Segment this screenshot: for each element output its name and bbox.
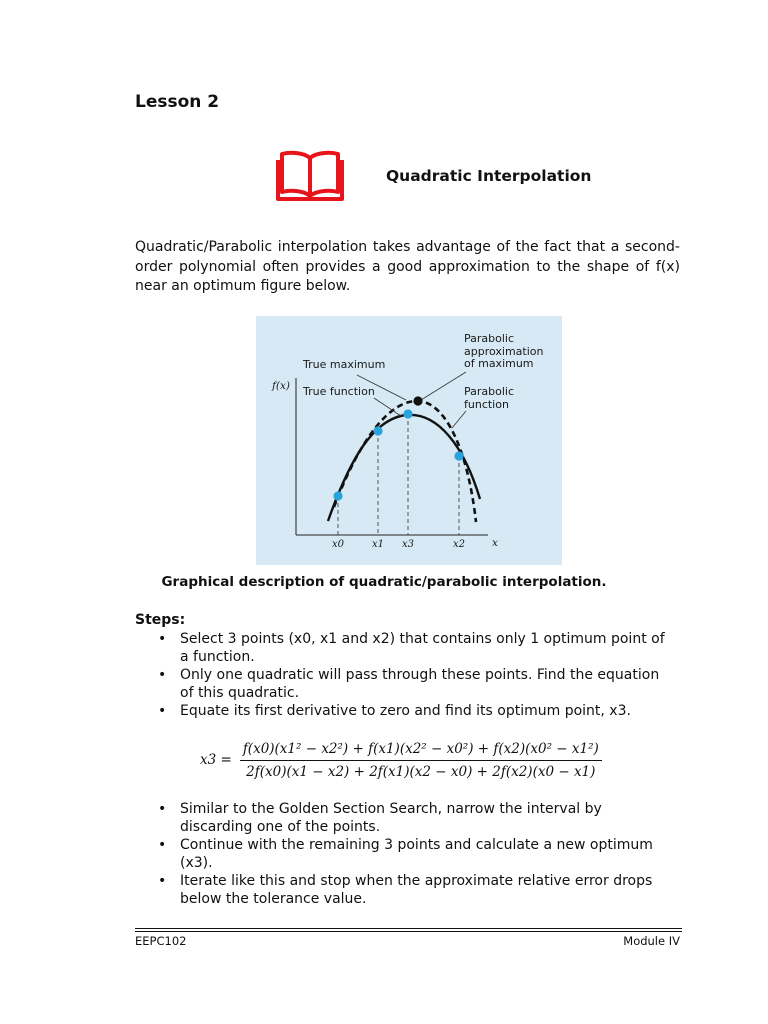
list-item: • Continue with the remaining 3 points and calculate a new optimum (x3).: [158, 837, 653, 871]
steps-heading: Steps:: [135, 612, 186, 628]
point-x0: [333, 491, 342, 500]
footer-course-code: EEPC102: [135, 934, 187, 948]
point-x2: [454, 451, 463, 460]
point-x3: [403, 409, 412, 418]
equation-fraction: [240, 741, 602, 780]
bullet: •: [158, 837, 167, 853]
equation-numerator: f(x0)(x1² − x2²) + f(x1)(x2² − x0²) + f(x2)(x0² − x1²): [240, 741, 602, 761]
footer-module: Module IV: [623, 934, 680, 948]
x3-equation: [200, 737, 602, 783]
intro-paragraph: Quadratic/Parabolic interpolation takes advantage of the fact that a second-order polynomial often provides a good approximation to the shape of f(x) near an optimum figure below.: [135, 239, 680, 294]
figure-caption: Graphical description of quadratic/parabolic interpolation.: [161, 574, 607, 590]
label-x0: x0: [332, 539, 345, 550]
label-parabolic-function: Parabolic function: [464, 385, 515, 411]
book-icon: [276, 150, 344, 202]
list-item: • Select 3 points (x0, x1 and x2) that contains only 1 optimum point of a function.: [158, 631, 665, 665]
bullet: •: [158, 873, 167, 889]
footer-divider: [135, 928, 682, 929]
parabolic-curve: [334, 401, 476, 522]
label-x2: x2: [453, 539, 466, 550]
label-x3: x3: [402, 539, 415, 550]
equation-lhs: x3 =: [200, 752, 232, 768]
parabolic-approx-pointer: [421, 372, 466, 400]
label-parabolic-approx: Parabolic approximation of maximum: [464, 332, 544, 370]
label-true-function: True function: [303, 385, 375, 398]
list-item: • Only one quadratic will pass through these points. Find the equation of this quadratic.: [158, 667, 660, 701]
label-y-axis: f(x): [272, 380, 291, 392]
list-item: • Iterate like this and stop when the approximate relative error drops below the tolerance value.: [158, 873, 653, 907]
parabolic-max-point: [413, 396, 422, 405]
bullet: •: [158, 703, 167, 719]
interpolation-figure: [256, 316, 562, 565]
bullet: •: [158, 667, 167, 683]
label-x1: x1: [372, 539, 385, 550]
list-item: • Similar to the Golden Section Search, narrow the interval by discarding one of the points.: [158, 801, 602, 835]
label-x-axis: x: [492, 537, 498, 549]
section-title: Quadratic Interpolation: [386, 167, 592, 185]
footer-divider-secondary: [135, 931, 682, 932]
point-x1: [373, 426, 382, 435]
parabolic-function-pointer: [452, 411, 466, 428]
equation-denominator: 2f(x0)(x1 − x2) + 2f(x1)(x2 − x0) + 2f(x2)(x0 − x1): [246, 763, 596, 780]
true-function-pointer: [374, 398, 401, 416]
label-true-maximum: True maximum: [303, 358, 386, 371]
list-item: • Equate its first derivative to zero and find its optimum point, x3.: [158, 703, 631, 719]
bullet: •: [158, 801, 167, 817]
steps-list-part1: [135, 630, 675, 720]
bullet: •: [158, 631, 167, 647]
steps-list-part2: [135, 800, 675, 908]
lesson-title: Lesson 2: [135, 92, 220, 112]
